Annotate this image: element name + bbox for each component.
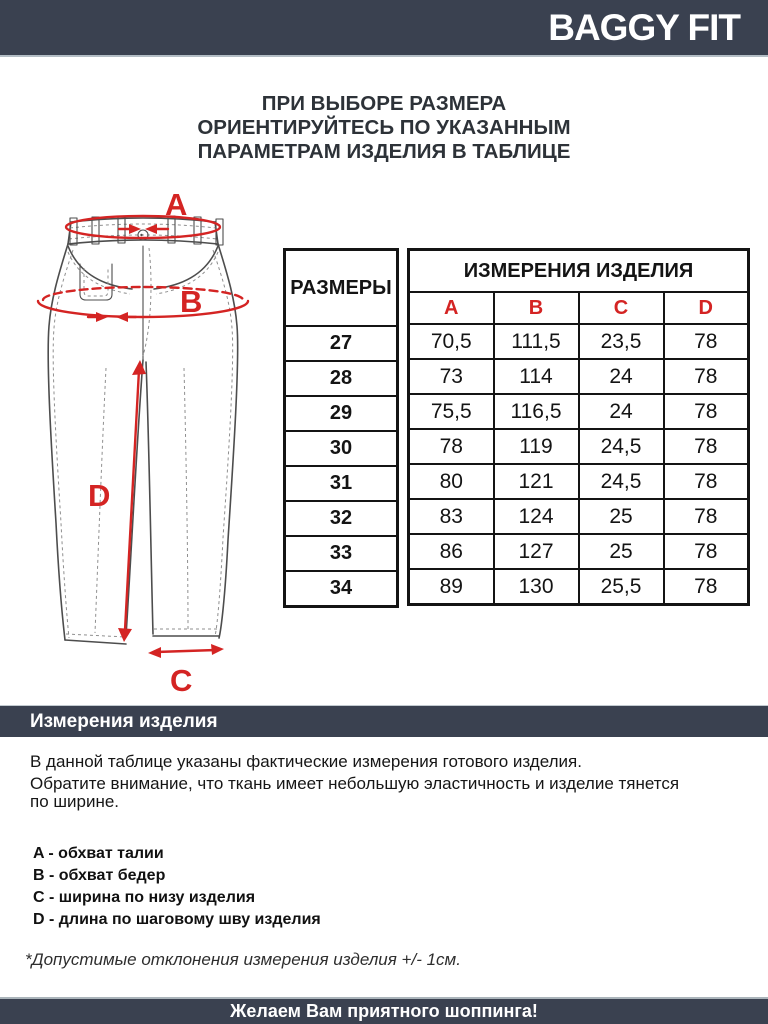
size-row	[285, 466, 398, 501]
description-paragraph-2-line-1: Обратите внимание, что ткань имеет небольшую эластичность и изделие тянется	[30, 774, 680, 793]
tolerance-note: *Допустимые отклонения измерения изделия +/- 1см.	[25, 950, 461, 969]
sizes-table	[283, 248, 399, 608]
measurement-value: 80	[409, 464, 494, 499]
size-value: 30	[285, 431, 398, 466]
measurement-value: 24	[579, 394, 664, 429]
legend-item-c: C - ширина по низу изделия	[33, 889, 256, 906]
sizes-table-body	[285, 326, 398, 607]
section-title: Измерения изделия	[30, 710, 218, 732]
measurement-value: 73	[409, 359, 494, 394]
measurement-value: 116,5	[494, 394, 579, 429]
legend-item-a: A - обхват талии	[33, 845, 164, 862]
size-row	[285, 361, 398, 396]
footer-bar	[0, 997, 768, 1024]
measurement-value: 114	[494, 359, 579, 394]
measurement-row	[409, 324, 749, 359]
measurements-table	[407, 248, 750, 606]
size-row	[285, 571, 398, 607]
measurement-value: 86	[409, 534, 494, 569]
size-value: 33	[285, 536, 398, 571]
section-bar	[0, 705, 768, 737]
measurement-value: 78	[664, 499, 749, 534]
measurement-row	[409, 394, 749, 429]
size-row	[285, 431, 398, 466]
description-paragraph-1: В данной таблице указаны фактические измерения готового изделия.	[30, 752, 582, 771]
size-value: 29	[285, 396, 398, 431]
column-header-a: A	[409, 292, 494, 324]
measurement-value: 25,5	[579, 569, 664, 605]
measurement-value: 24,5	[579, 464, 664, 499]
measurement-value: 83	[409, 499, 494, 534]
measurement-row	[409, 499, 749, 534]
column-header-c: C	[579, 292, 664, 324]
measurement-row	[409, 534, 749, 569]
measurement-value: 121	[494, 464, 579, 499]
size-value: 31	[285, 466, 398, 501]
measurement-value: 78	[664, 464, 749, 499]
measurement-value: 89	[409, 569, 494, 605]
description-text	[30, 753, 746, 811]
measurement-value: 75,5	[409, 394, 494, 429]
header-bar	[0, 0, 768, 57]
measurement-row	[409, 464, 749, 499]
measurement-row	[409, 429, 749, 464]
size-row	[285, 501, 398, 536]
jeans-diagram	[22, 188, 252, 700]
size-value: 28	[285, 361, 398, 396]
size-row	[285, 536, 398, 571]
column-header-b: B	[494, 292, 579, 324]
measurement-value: 78	[664, 394, 749, 429]
measurement-row	[409, 359, 749, 394]
measurement-value: 24	[579, 359, 664, 394]
measurement-value: 25	[579, 534, 664, 569]
measurement-value: 78	[664, 534, 749, 569]
measurements-table-body	[409, 324, 749, 605]
measurement-value: 111,5	[494, 324, 579, 359]
intro-heading	[0, 92, 768, 164]
size-row	[285, 396, 398, 431]
measurement-value: 78	[664, 429, 749, 464]
measurements-table-title: ИЗМЕРЕНИЯ ИЗДЕЛИЯ	[409, 250, 749, 293]
measure-label-b: B	[180, 284, 203, 319]
measure-label-d: D	[88, 478, 111, 513]
measurement-row	[409, 569, 749, 605]
size-row	[285, 326, 398, 361]
intro-line-1: ПРИ ВЫБОРЕ РАЗМЕРА	[261, 92, 507, 115]
measurement-value: 78	[664, 569, 749, 605]
size-value: 34	[285, 571, 398, 607]
description-paragraph-2-line-2: по ширине.	[30, 792, 120, 811]
size-value: 27	[285, 326, 398, 361]
size-value: 32	[285, 501, 398, 536]
sizes-table-header: РАЗМЕРЫ	[285, 250, 398, 327]
measurement-value: 119	[494, 429, 579, 464]
intro-line-2: ОРИЕНТИРУЙТЕСЬ ПО УКАЗАННЫМ	[197, 116, 571, 139]
measurement-value: 70,5	[409, 324, 494, 359]
column-header-d: D	[664, 292, 749, 324]
footer-message: Желаем Вам приятного шоппинга!	[230, 1001, 538, 1021]
measurement-value: 124	[494, 499, 579, 534]
intro-line-3: ПАРАМЕТРАМ ИЗДЕЛИЯ В ТАБЛИЦЕ	[197, 140, 571, 163]
legend-item-d: D - длина по шаговому шву изделия	[33, 911, 321, 928]
measurement-value: 78	[664, 324, 749, 359]
measurement-value: 127	[494, 534, 579, 569]
measurement-value: 130	[494, 569, 579, 605]
measurement-value: 24,5	[579, 429, 664, 464]
measurement-value: 25	[579, 499, 664, 534]
measure-legend	[33, 843, 321, 931]
measurement-value: 23,5	[579, 324, 664, 359]
measurement-value: 78	[409, 429, 494, 464]
measure-label-c: C	[170, 663, 193, 698]
measurement-value: 78	[664, 359, 749, 394]
legend-item-b: B - обхват бедер	[33, 867, 166, 884]
brand-title: BAGGY FIT	[548, 6, 740, 48]
measure-label-a: A	[165, 188, 188, 222]
